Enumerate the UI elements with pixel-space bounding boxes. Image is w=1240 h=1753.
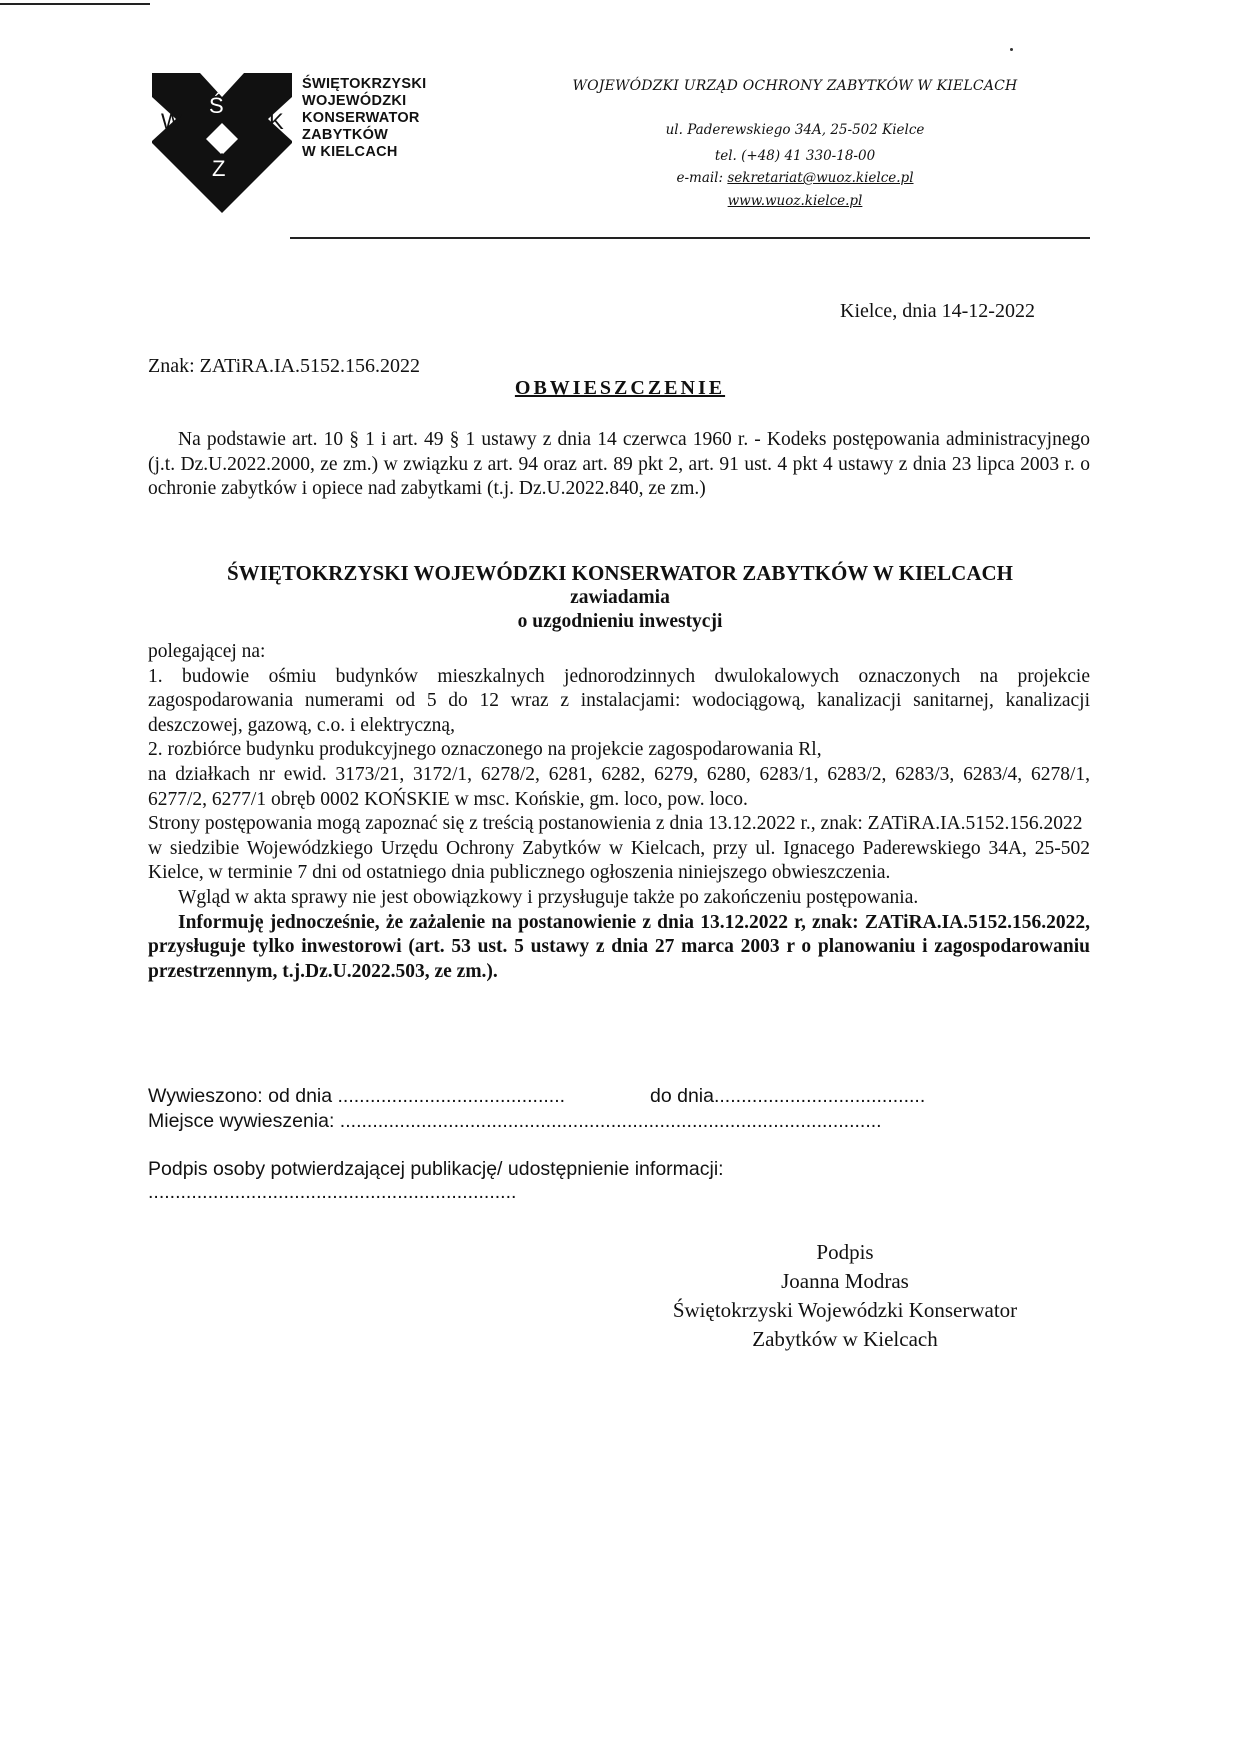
top-edge-mark: [0, 3, 150, 5]
institution-line: W KIELCACH: [302, 144, 398, 160]
authority-name: ŚWIĘTOKRZYSKI WOJEWÓDZKI KONSERWATOR ZABYTKÓW W KIELCACH: [227, 561, 1013, 585]
institution-name: [302, 76, 426, 161]
signer-title-line-1: Świętokrzyski Wojewódzki Konserwator: [672, 1298, 1018, 1322]
notifies-line: zawiadamia: [570, 587, 670, 608]
logo-letter-s: Ś: [209, 93, 224, 118]
body-inspection: Wgląd w akta sprawy nie jest obowiązkowy i przysługuje także po zakończeniu postępowania.: [178, 886, 919, 908]
body-item-1: 1. budowie ośmiu budynków mieszkalnych jednorodzinnych dwulokalowych oznaczonych na projekcie zagospodarowania numerami od 5 do 12 wraz z instalacjami: wodociągową, kanalizacji sanitarnej, kanalizacji deszczowej, gazową, c.o. i elektryczną,: [148, 665, 1090, 736]
website-link[interactable]: www.wuoz.kielce.pl: [727, 193, 863, 209]
stray-dot: [1010, 48, 1013, 51]
body-location: w siedzibie Wojewódzkiego Urzędu Ochrony Zabytków w Kielcach, przy ul. Ignacego Paderewskiego 34A, 25-502 Kielce, w terminie 7 dni od ostatniego dnia publicznego ogłoszenia niniejszego obwieszczenia.: [148, 837, 1090, 884]
signer-title-line-2: Zabytków w Kielcach: [752, 1327, 938, 1351]
office-email: [520, 170, 1070, 186]
header-rule: [290, 237, 1090, 239]
body-intro: polegającej na:: [148, 641, 266, 662]
body-complaint: Informuję jednocześnie, że zażalenie na postanowienie z dnia 13.12.2022 r, znak: ZATiRA.IA.5152.156.2022, przysługuje tylko inwestorowi (art. 53 ust. 5 ustawy z dnia 27 marca 2003 r o planowaniu i zagospodarowaniu przestrzennym, t.j.Dz.U.2022.503, ze zm.).: [148, 911, 1090, 982]
institution-line: KONSERWATOR: [302, 110, 420, 126]
office-address: ul. Paderewskiego 34A, 25-502 Kielce: [665, 122, 925, 138]
logo-letter-k: K: [269, 109, 284, 134]
logo-letter-z: Z: [212, 156, 226, 181]
notice-body: [148, 640, 1090, 984]
institution-line: ŚWIĘTOKRZYSKI: [302, 76, 427, 92]
signature-label: Podpis: [816, 1240, 874, 1264]
wkz-logo: [152, 73, 292, 213]
document-date: Kielce, dnia 14-12-2022: [840, 300, 1035, 322]
body-parties: Strony postępowania mogą zapoznać się z treścią postanowienia z dnia 13.12.2022 r., znak: ZATiRA.IA.5152.156.2022: [148, 813, 1083, 835]
document-title: OBWIESZCZENIE: [514, 377, 726, 399]
reference-number: Znak: ZATiRA.IA.5152.156.2022: [148, 355, 421, 377]
email-label: e-mail:: [676, 170, 728, 186]
confirmation-label: Podpis osoby potwierdzającej publikację/ udostępnienie informacji:: [148, 1158, 724, 1180]
confirmation-signature-line: ....................................................................: [148, 1181, 517, 1203]
office-phone: tel. (+48) 41 330-18-00: [714, 148, 876, 164]
legal-basis: Na podstawie art. 10 § 1 i art. 49 § 1 ustawy z dnia 14 czerwca 1960 r. - Kodeks postępowania administracyjnego (j.t. Dz.U.2022.2000, ze zm.) w związku z art. 94 oraz art. 89 pkt 2, art. 91 ust. 4 pkt 4 ustawy z dnia 23 lipca 2003 r. o ochronie zabytków i opiece nad zabytkami (t.j. Dz.U.2022.840, ze zm.): [148, 429, 1090, 500]
posted-to-field: do dnia.......................................: [650, 1085, 926, 1107]
email-link[interactable]: sekretariat@wuoz.kielce.pl: [727, 170, 914, 186]
signature-block: [620, 1238, 1070, 1354]
institution-line: ZABYTKÓW: [302, 127, 389, 143]
office-title: WOJEWÓDZKI URZĄD OCHRONY ZABYTKÓW W KIELCACH: [572, 78, 1018, 94]
signer-name: Joanna Modras: [781, 1269, 909, 1293]
body-parcels: na działkach nr ewid. 3173/21, 3172/1, 6278/2, 6281, 6282, 6279, 6280, 6283/1, 6283/2, 6283/3, 6283/4, 6278/1, 6277/2, 6277/1 obręb 0002 KOŃSKIE w msc. Końskie, gm. loco, pow. loco.: [148, 763, 1090, 810]
posted-from-field: Wywieszono: od dnia ..........................................: [148, 1085, 566, 1107]
posting-place-field: Miejsce wywieszenia: ....................................................................................................: [148, 1110, 882, 1132]
body-item-2: 2. rozbiórce budynku produkcyjnego oznaczonego na projekcie zagospodarowania Rl,: [148, 739, 822, 761]
subject-line: o uzgodnieniu inwestycji: [517, 611, 723, 632]
institution-line: WOJEWÓDZKI: [302, 93, 407, 109]
logo-letter-w: W: [161, 109, 182, 134]
